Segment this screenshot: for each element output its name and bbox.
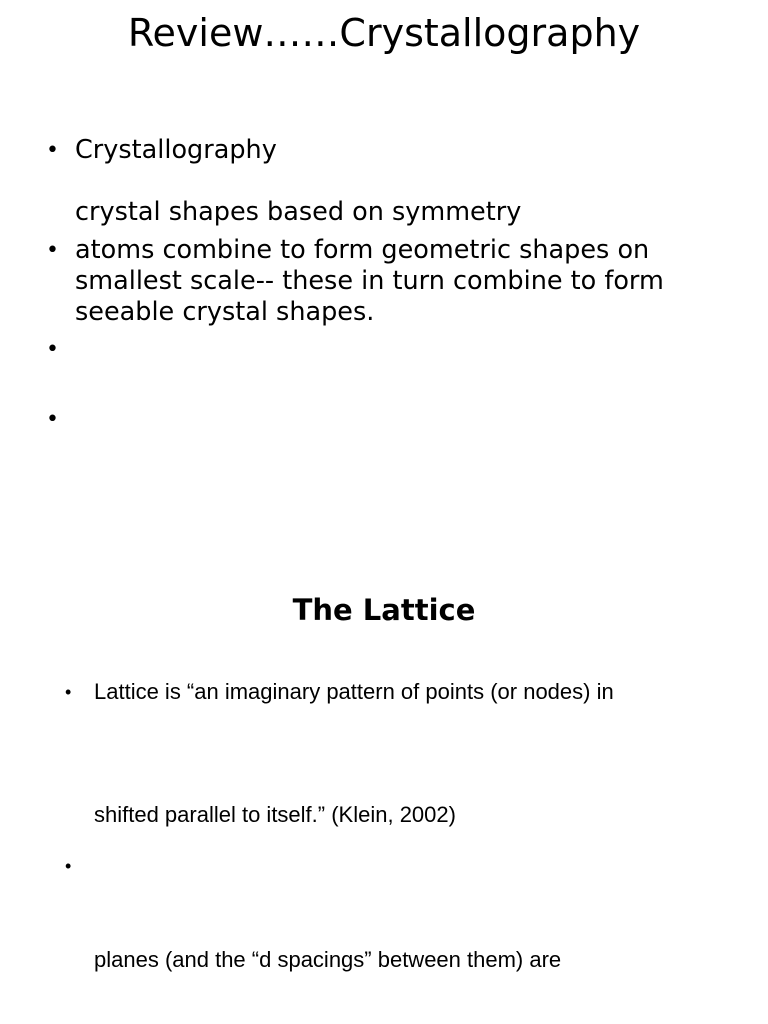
slide-2-title: The Lattice bbox=[292, 593, 476, 627]
bullet-marker-empty: • bbox=[46, 337, 59, 362]
bullet-marker-empty: • bbox=[65, 856, 72, 876]
slide-1-title: Review……Crystallography bbox=[127, 11, 641, 55]
bullet-2-line-3: seeable crystal shapes. bbox=[75, 297, 375, 327]
bullet-1-line-3: crystal shapes based on symmetry bbox=[75, 197, 522, 227]
planes-line: planes (and the “d spacings” between them) are bbox=[94, 947, 562, 972]
bullet-marker-empty: • bbox=[46, 407, 59, 432]
bullet-marker: • bbox=[46, 138, 59, 163]
bullet-2-line-1: atoms combine to form geometric shapes on bbox=[75, 235, 650, 265]
bullet-1-line-1: Crystallography bbox=[75, 135, 277, 165]
bullet-2-line-2: smallest scale-- these in turn combine to form bbox=[75, 266, 664, 296]
bullet-marker: • bbox=[65, 682, 72, 702]
bullet-marker: • bbox=[46, 238, 59, 263]
lattice-bullet-line-1: Lattice is “an imaginary pattern of points (or nodes) in bbox=[94, 679, 614, 704]
slide-2 bbox=[0, 512, 768, 1024]
lattice-bullet-line-2: shifted parallel to itself.” (Klein, 2002) bbox=[94, 802, 456, 827]
